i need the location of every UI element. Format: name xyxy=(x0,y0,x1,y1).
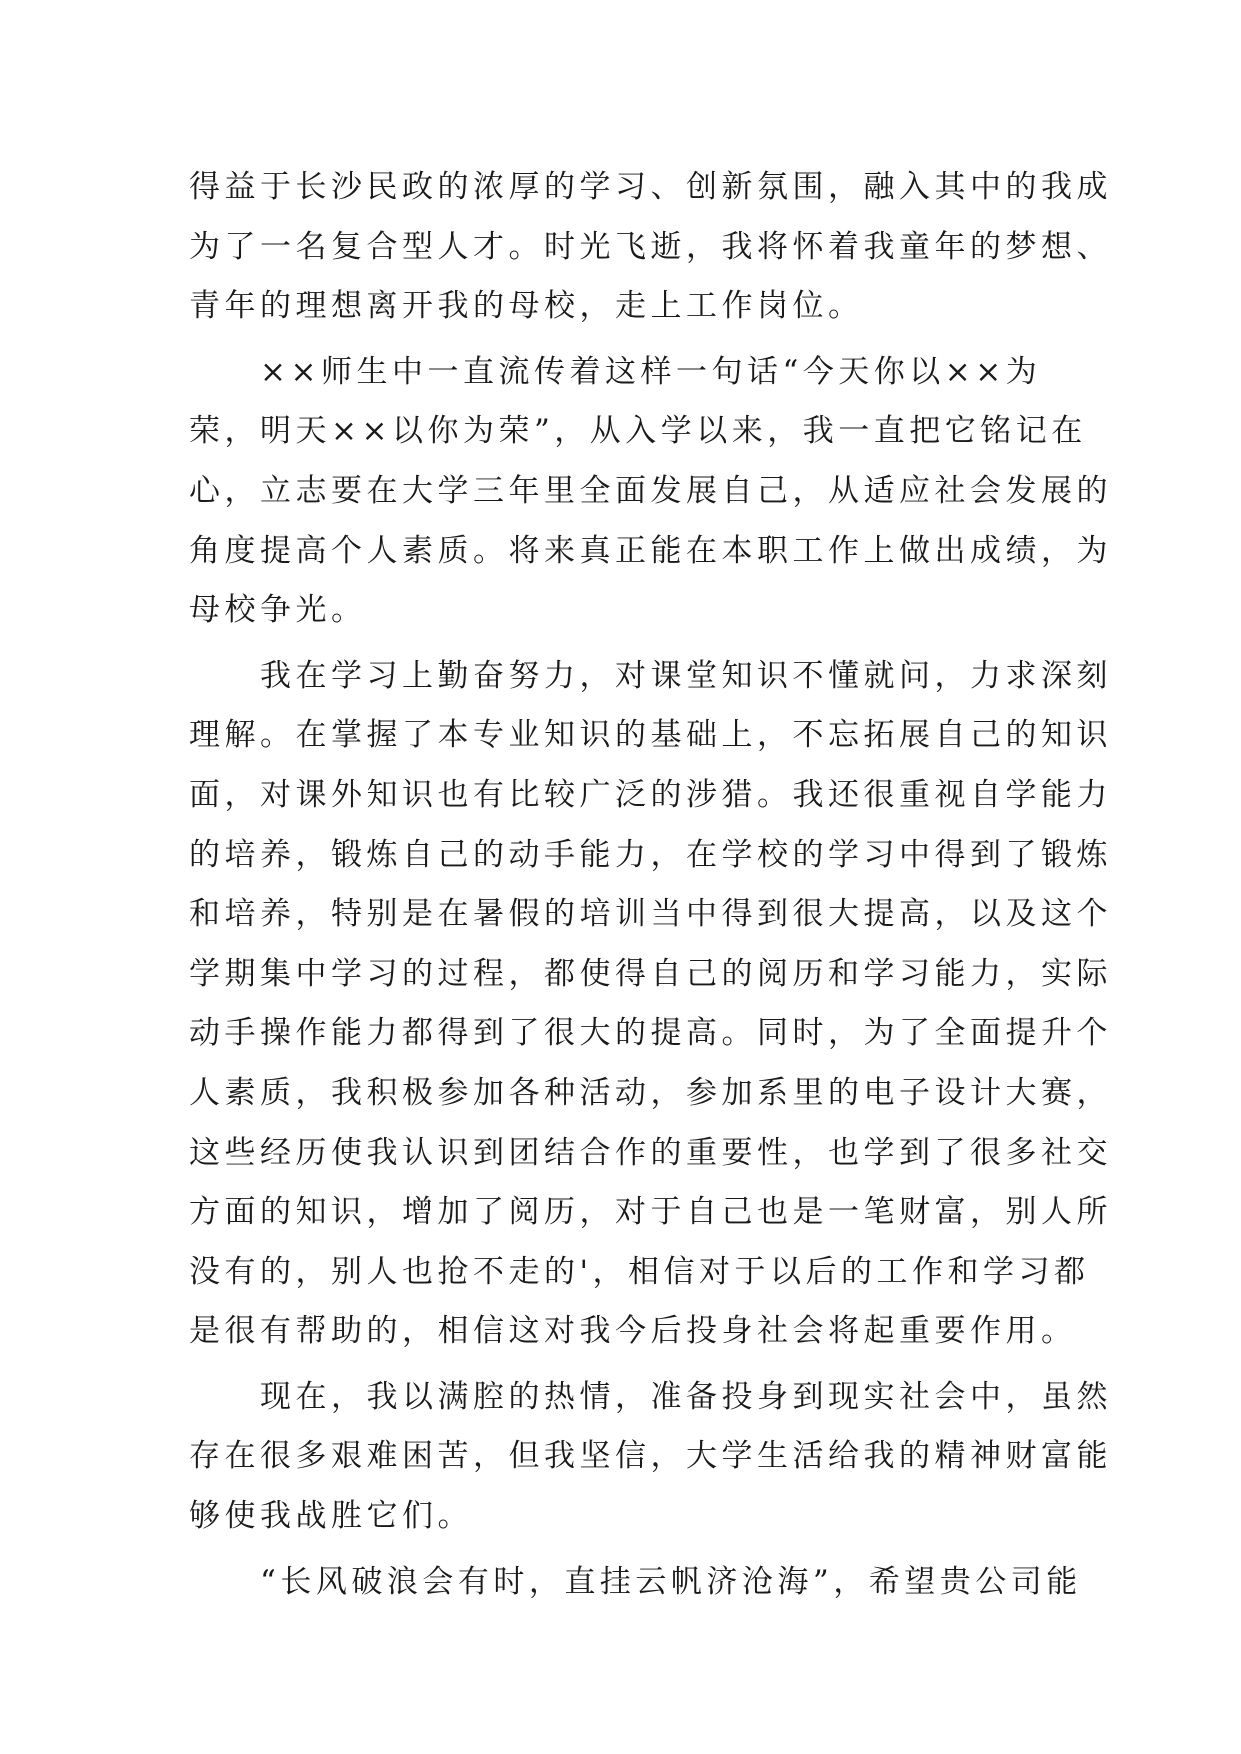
text-line: 人素质，我积极参加各种活动，参加系里的电子设计大赛， xyxy=(189,1074,1112,1111)
text-line: 够使我战胜它们。 xyxy=(189,1498,473,1535)
paragraph-1 xyxy=(189,158,1112,337)
text-line: 没有的，别人也抢不走的'，相信对于以后的工作和学习都 xyxy=(189,1253,1090,1290)
text-line: 我在学习上勤奋努力，对课堂知识不懂就问，力求深刻 xyxy=(189,657,1112,694)
text-line: 这些经历使我认识到团结合作的重要性，也学到了很多社交 xyxy=(189,1134,1112,1171)
text-line: 是很有帮助的，相信这对我今后投身社会将起重要作用。 xyxy=(189,1313,1077,1350)
text-line: 为了一名复合型人才。时光飞逝，我将怀着我童年的梦想、 xyxy=(189,228,1112,265)
text-line: 现在，我以满腔的热情，准备投身到现实社会中，虽然 xyxy=(189,1378,1112,1415)
text-line: 心，立志要在大学三年里全面发展自己，从适应社会发展的 xyxy=(189,472,1112,509)
text-line: 动手操作能力都得到了很大的提高。同时，为了全面提升个 xyxy=(189,1015,1112,1052)
text-line: 面，对课外知识也有比较广泛的涉猎。我还很重视自学能力 xyxy=(189,776,1112,813)
text-line: 角度提高个人素质。将来真正能在本职工作上做出成绩，为 xyxy=(189,532,1112,569)
paragraph-2 xyxy=(189,343,1112,641)
text-line: 方面的知识，增加了阅历，对于自己也是一笔财富，别人所 xyxy=(189,1194,1112,1231)
text-line: 的培养，锻炼自己的动手能力，在学校的学习中得到了锻炼 xyxy=(189,836,1112,873)
paragraph-4 xyxy=(189,1368,1112,1547)
text-line: “长风破浪会有时，直挂云帆济沧海”，希望贵公司能 xyxy=(189,1563,1082,1600)
text-line: 得益于长沙民政的浓厚的学习、创新氛围，融入其中的我成 xyxy=(189,169,1112,205)
text-line: ××师生中一直流传着这样一句话“今天你以××为 xyxy=(189,353,1042,390)
document-body xyxy=(189,158,1112,1612)
text-line: 和培养，特别是在暑假的培训当中得到很大提高，以及这个 xyxy=(189,896,1112,933)
text-line: 母校争光。 xyxy=(189,592,367,629)
text-line: 荣，明天××以你为荣”，从入学以来，我一直把它铭记在 xyxy=(189,413,1087,450)
text-line: 理解。在掌握了本专业知识的基础上，不忘拓展自己的知识 xyxy=(189,717,1112,754)
text-line: 学期集中学习的过程，都使得自己的阅历和学习能力，实际 xyxy=(189,955,1112,992)
text-line: 青年的理想离开我的母校，走上工作岗位。 xyxy=(189,288,864,325)
text-line: 存在很多艰难困苦，但我坚信，大学生活给我的精神财富能 xyxy=(189,1438,1112,1475)
paragraph-5 xyxy=(189,1553,1082,1613)
paragraph-3 xyxy=(189,647,1112,1362)
